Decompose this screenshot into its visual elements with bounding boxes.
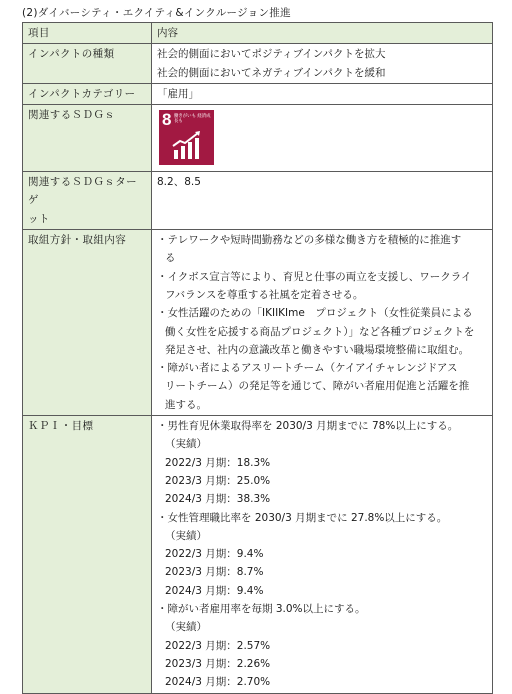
kpi-results-label: （実績） [165, 529, 207, 542]
table-row-sdgs-target [23, 172, 493, 230]
kpi-result: 2024/3 月期：2.70% [165, 676, 271, 689]
table-header-row [23, 23, 493, 44]
policy-line: ・テレワークや短時間勤務などの多様な働き方を積極的に推進す [157, 234, 462, 247]
sdgs-target-value: 8.2、8.5 [152, 172, 493, 230]
growth-chart-icon [171, 130, 203, 160]
sdg-goal-8-tile [159, 110, 214, 165]
policy-line: 発足させ、社内の意識改革と働きやすい職場環境整備に取組む。 [165, 343, 470, 356]
header-content: 内容 [152, 23, 493, 44]
dei-table [22, 22, 493, 694]
policy-line: 進する。 [165, 398, 207, 411]
table-row-impact-type [23, 44, 493, 84]
sdgs-target-label-line: 関連するＳＤＧｓターゲ [28, 176, 137, 207]
kpi-goal: ・障がい者雇用率を毎期 3.0%以上にする。 [157, 603, 366, 616]
kpi-goal: ・女性管理職比率を 2030/3 月期までに 27.8%以上にする。 [157, 511, 448, 524]
impact-type-value [152, 44, 493, 84]
sdg-number: 8 [162, 110, 172, 130]
header-item: 項目 [23, 23, 152, 44]
impact-type-line: 社会的側面においてネガティブインパクトを緩和 [157, 66, 386, 79]
sdgs-target-label-line: ット [28, 212, 50, 225]
table-row-policy [23, 230, 493, 416]
impact-type-line: 社会的側面においてポジティブインパクトを拡大 [157, 48, 386, 61]
kpi-result: 2022/3 月期：18.3% [165, 456, 271, 469]
sdgs-label: 関連するＳＤＧｓ [23, 105, 152, 172]
policy-line: る [165, 252, 176, 265]
kpi-results-label: （実績） [165, 438, 207, 451]
policy-line: ・イクボス宣言等により、育児と仕事の両立を支援し、ワークライ [157, 270, 472, 283]
policy-value [152, 230, 493, 416]
sdgs-target-label [23, 172, 152, 230]
impact-type-label: インパクトの種類 [23, 44, 152, 84]
kpi-result: 2022/3 月期：2.57% [165, 639, 271, 652]
kpi-result: 2024/3 月期：38.3% [165, 493, 271, 506]
policy-line: ・女性活躍のための「IKIIKIme プロジェクト（女性従業員による [157, 307, 473, 320]
kpi-result: 2023/3 月期：8.7% [165, 566, 264, 579]
policy-line: リートチーム）の発足等を通じて、障がい者雇用促進と活躍を推 [165, 380, 470, 393]
policy-line: 働く女性を応援する商品プロジェクト）」など各種プロジェクトを [165, 325, 475, 338]
sdg-title: 働きがいも 経済成長も [174, 114, 211, 125]
kpi-result: 2023/3 月期：2.26% [165, 657, 271, 670]
table-row-impact-category [23, 83, 493, 104]
kpi-goal: ・男性育児休業取得率を 2030/3 月期までに 78%以上にする。 [157, 420, 459, 433]
table-row-sdgs [23, 105, 493, 172]
kpi-value [152, 416, 493, 693]
section-heading: (2)ダイバーシティ・エクイティ&インクルージョン推進 [22, 7, 291, 19]
kpi-label: ＫＰＩ・目標 [23, 416, 152, 693]
policy-line: フバランスを尊重する社風を定着させる。 [165, 288, 364, 301]
policy-label: 取組方針・取組内容 [23, 230, 152, 416]
kpi-results-label: （実績） [165, 621, 207, 634]
kpi-result: 2024/3 月期：9.4% [165, 584, 264, 597]
impact-category-label: インパクトカテゴリー [23, 83, 152, 104]
policy-line: ・障がい者によるアスリートチーム（ケイアイチャレンジドアス [157, 362, 458, 375]
impact-category-value: 「雇用」 [152, 83, 493, 104]
sdgs-value [152, 105, 493, 172]
kpi-result: 2022/3 月期：9.4% [165, 548, 264, 561]
kpi-result: 2023/3 月期：25.0% [165, 474, 271, 487]
table-row-kpi [23, 416, 493, 693]
